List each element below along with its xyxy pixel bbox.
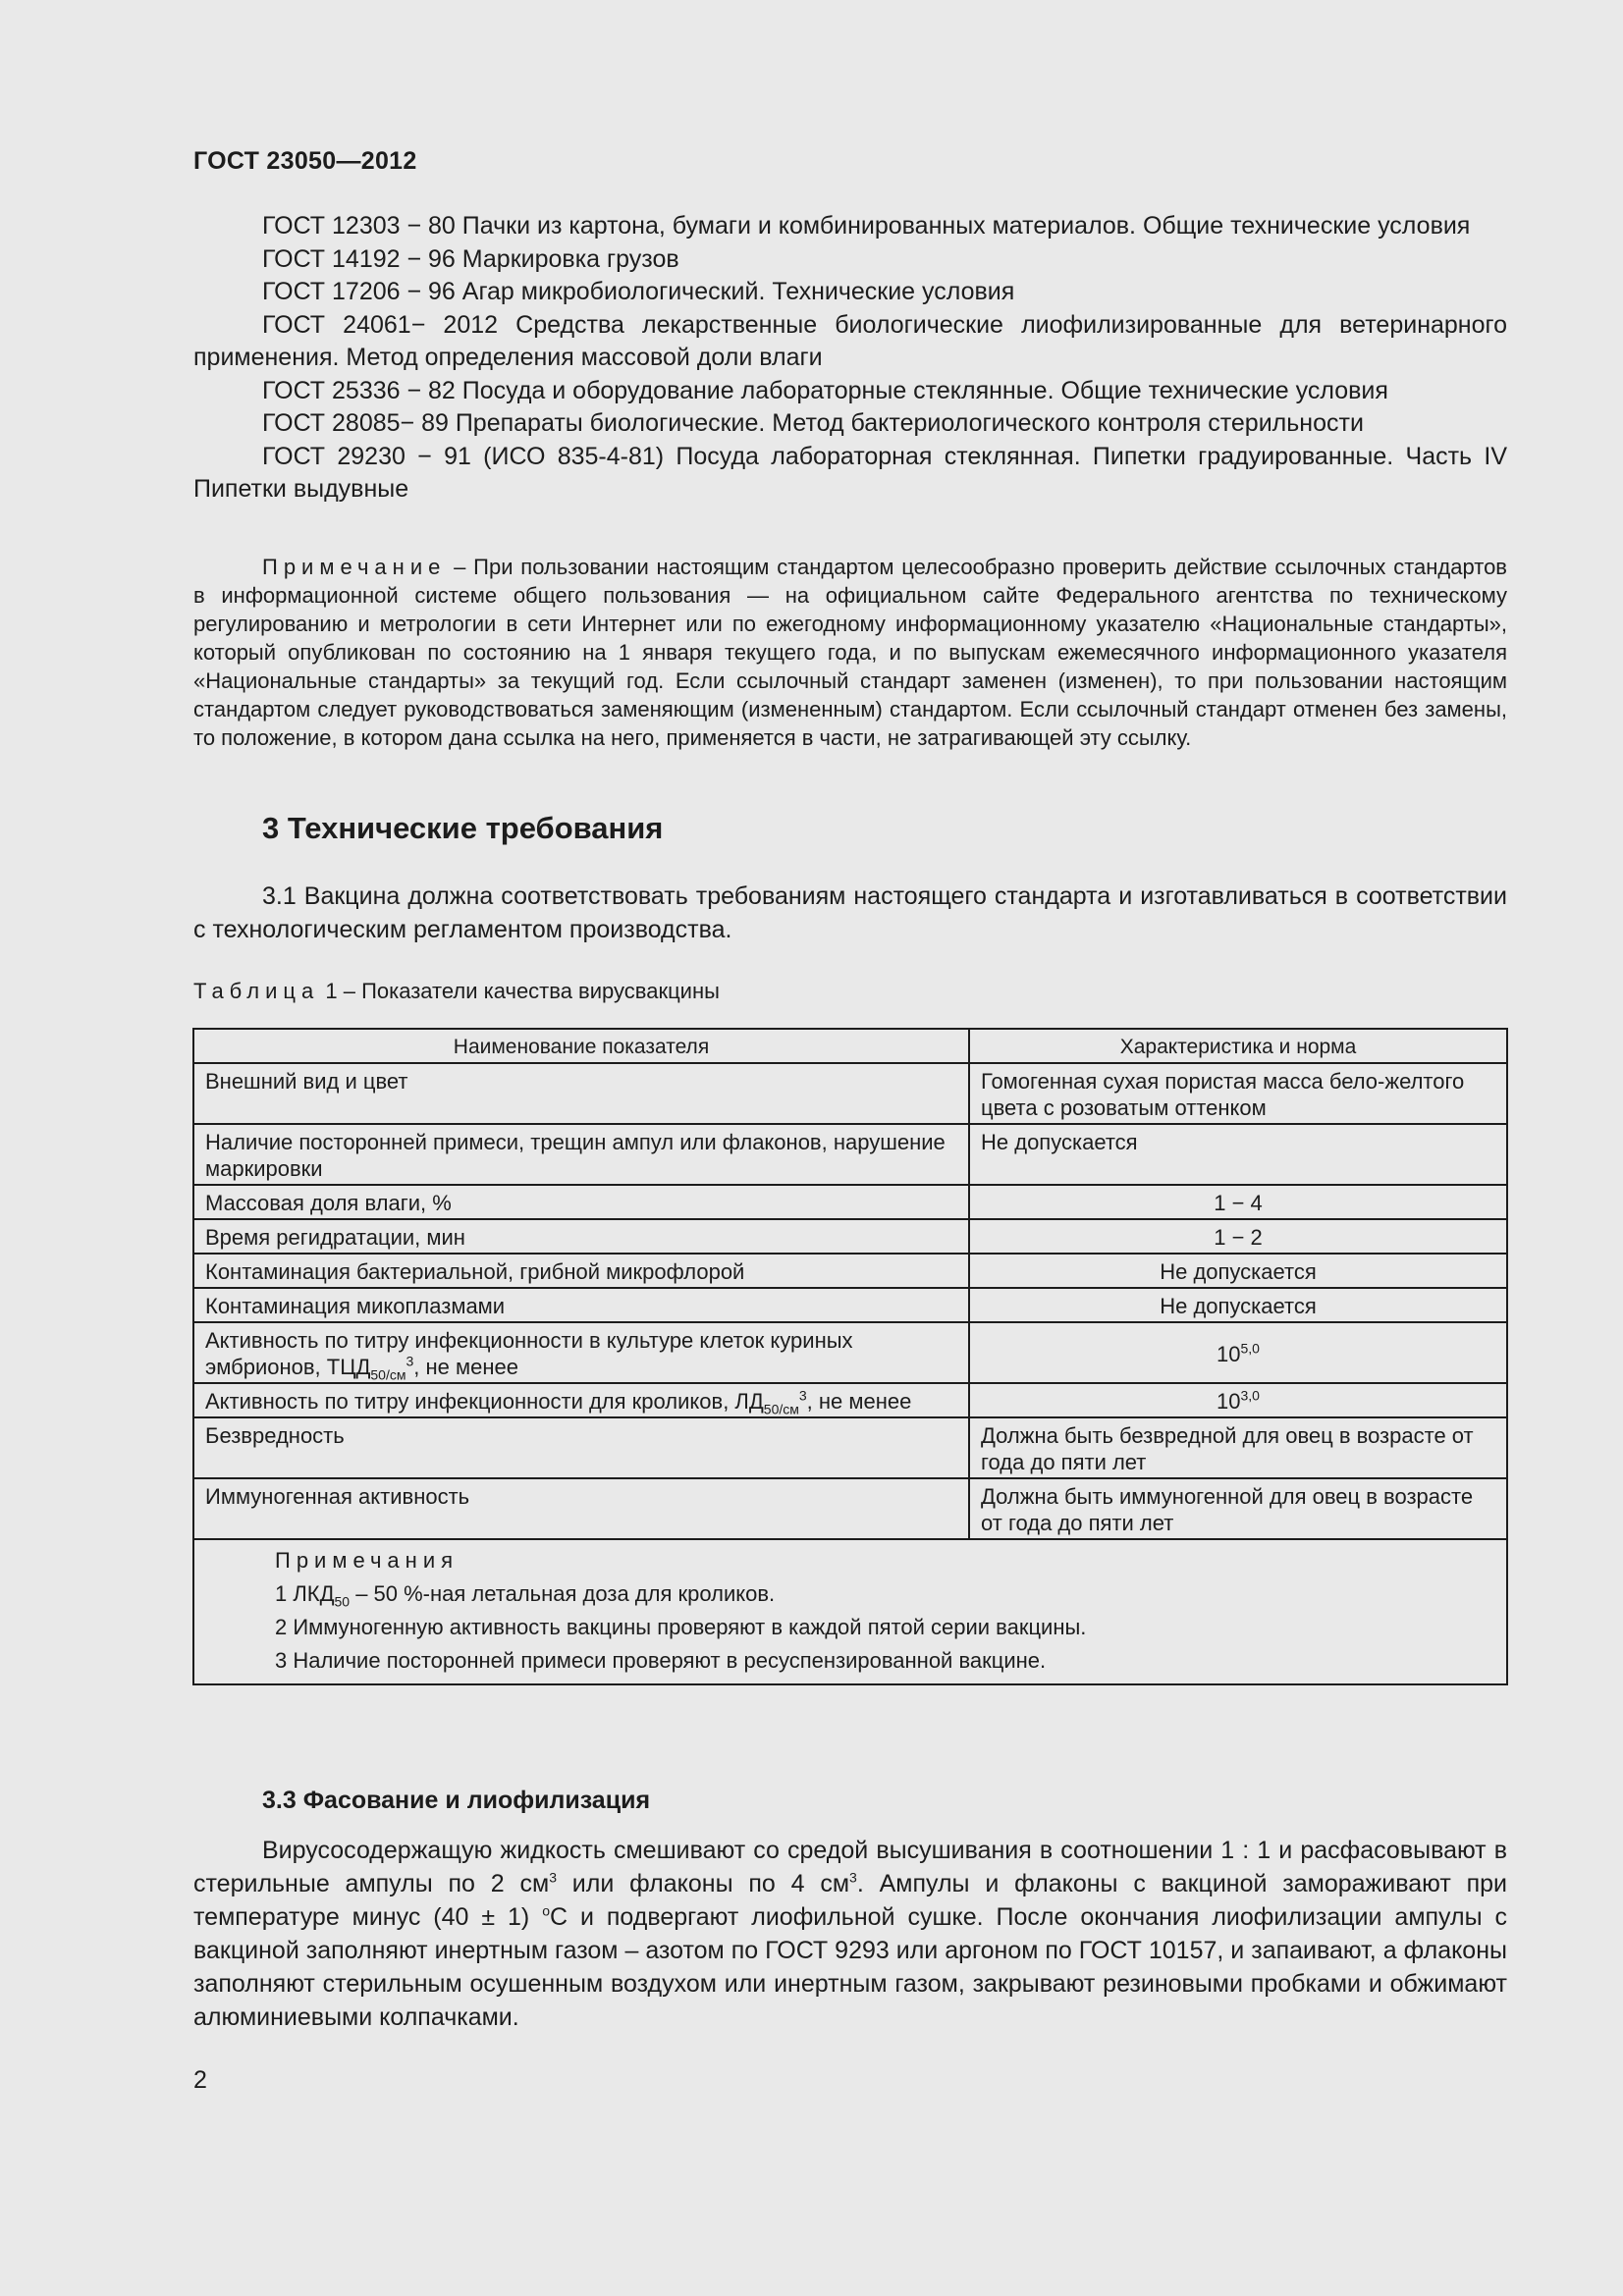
column-header-value: Характеристика и норма xyxy=(969,1029,1507,1063)
row-name xyxy=(193,1322,969,1383)
references-note xyxy=(193,553,1507,752)
row-value: Гомогенная сухая пористая масса бело-желтого цвета с розоватым оттенком xyxy=(969,1063,1507,1124)
table-row xyxy=(193,1478,1507,1539)
reference-item: ГОСТ 28085− 89 Препараты биологические. Метод бактериологического контроля стерильности xyxy=(262,409,1364,437)
row-value: Должна быть иммуногенной для овец в возрасте от года до пяти лет xyxy=(969,1478,1507,1539)
reference-item: ГОСТ 29230 − 91 (ИСО 835-4-81) Посуда лабораторная стеклянная. Пипетки градуированные. Часть IV Пипетки выдувные xyxy=(193,442,1507,503)
row-name: Внешний вид и цвет xyxy=(193,1063,969,1124)
table-row xyxy=(193,1063,1507,1124)
table-row xyxy=(193,1322,1507,1383)
table-notes xyxy=(193,1539,1507,1684)
row-value: 1 − 2 xyxy=(969,1219,1507,1254)
table-row xyxy=(193,1219,1507,1254)
note-tail: – 50 %-ная летальная доза для кроликов. xyxy=(350,1581,776,1606)
value-exponent: 5,0 xyxy=(1240,1340,1260,1357)
row-name-text: Активность по титру инфекционности в культуре клеток куриных эмбрионов, ТЦД xyxy=(205,1328,853,1379)
row-name-sub: 50/см xyxy=(763,1401,799,1417)
page-number: 2 xyxy=(193,2066,207,2094)
note-label: Примечание xyxy=(262,555,447,579)
value-exponent: 3,0 xyxy=(1240,1387,1260,1404)
section-3-3-heading: 3.3 Фасование и лиофилизация xyxy=(262,1787,651,1814)
value-base: 10 xyxy=(1217,1341,1241,1366)
column-header-name: Наименование показателя xyxy=(193,1029,969,1063)
table-row xyxy=(193,1417,1507,1478)
note-text: – При пользовании настоящим стандартом целесообразно проверить действие ссылочных стандартов в информационной системе общего пользования — на официальном сайте Федерального агентства по техническому регулированию и метрологии в сети Интернет или по ежегодному информационному указателю «Национальные стандарты», который опубликован по состоянию на 1 января текущего года, и по выпускам ежемесячного информационного указателя «Национальные стандарты» за текущий год. Если ссылочный стандарт заменен (изменен), то при пользовании настоящим стандартом следует руководствоваться заменяющим (измененным) стандартом. Если ссылочный стандарт отменен без замены, то положение, в котором дана ссылка на него, применяется в части, не затрагивающей эту ссылку. xyxy=(193,555,1507,750)
table-note xyxy=(275,1577,1495,1611)
row-name: Время регидратации, мин xyxy=(193,1219,969,1254)
row-name xyxy=(193,1383,969,1417)
row-name: Безвредность xyxy=(193,1417,969,1478)
reference-item: ГОСТ 25336 − 82 Посуда и оборудование лабораторные стеклянные. Общие технические условия xyxy=(262,376,1388,404)
table-row xyxy=(193,1254,1507,1288)
row-value: Не допускается xyxy=(969,1254,1507,1288)
row-name: Наличие посторонней примеси, трещин ампул или флаконов, нарушение маркировки xyxy=(193,1124,969,1185)
row-name: Иммуногенная активность xyxy=(193,1478,969,1539)
row-value xyxy=(969,1383,1507,1417)
row-value: Не допускается xyxy=(969,1288,1507,1322)
row-value: Не допускается xyxy=(969,1124,1507,1185)
paragraph-3-1: 3.1 Вакцина должна соответствовать требованиям настоящего стандарта и изготавливаться в соответствии с технологическим регламентом производства. xyxy=(193,882,1507,943)
row-name-tail: , не менее xyxy=(806,1389,912,1414)
note-sub: 50 xyxy=(334,1593,351,1610)
row-value: Должна быть безвредной для овец в возрасте от года до пяти лет xyxy=(969,1417,1507,1478)
notes-title: Примечания xyxy=(275,1548,460,1573)
row-name-sup: 3 xyxy=(798,1387,807,1404)
row-value xyxy=(969,1322,1507,1383)
row-name: Контаминация микоплазмами xyxy=(193,1288,969,1322)
table-caption xyxy=(193,979,720,1004)
para-text: или флаконы по 4 см xyxy=(556,1870,850,1897)
table-caption-label: Таблица xyxy=(193,979,320,1003)
note-text: 1 ЛКД xyxy=(275,1581,335,1606)
para-text: С и подвергают лиофильной сушке. После окончания лиофилизации ампулы с вакциной заполняют инертным газом – азотом по ГОСТ 9293 или аргоном по ГОСТ 10157, и запаивают, а флаконы заполняют стерильным осушенным воздухом или инертным газом, закрывают резиновыми пробками и обжимают алюминиевыми колпачками. xyxy=(193,1903,1507,2031)
table-row xyxy=(193,1288,1507,1322)
reference-item: ГОСТ 24061− 2012 Средства лекарственные биологические лиофилизированные для ветеринарного применения. Метод определения массовой доли влаги xyxy=(193,310,1507,371)
normative-references xyxy=(193,210,1507,507)
row-name-tail: , не менее xyxy=(413,1355,518,1379)
reference-item: ГОСТ 17206 − 96 Агар микробиологический. Технические условия xyxy=(262,278,1015,305)
quality-table xyxy=(192,1028,1508,1685)
value-base: 10 xyxy=(1217,1389,1241,1414)
section-3-heading: 3 Технические требования xyxy=(262,811,664,845)
reference-item: ГОСТ 12303 − 80 Пачки из картона, бумаги и комбинированных материалов. Общие технические условия xyxy=(262,212,1471,240)
table-note: 3 Наличие посторонней примеси проверяют в ресуспензированной вакцине. xyxy=(275,1648,1047,1673)
table-notes-row xyxy=(193,1539,1507,1684)
row-value: 1 − 4 xyxy=(969,1185,1507,1219)
table-note: 2 Иммуногенную активность вакцины проверяют в каждой пятой серии вакцины. xyxy=(275,1615,1087,1639)
row-name-text: Активность по титру инфекционности для кроликов, ЛД xyxy=(205,1389,764,1414)
paragraph-3-3 xyxy=(193,1834,1507,2034)
row-name: Массовая доля влаги, % xyxy=(193,1185,969,1219)
table-header-row xyxy=(193,1029,1507,1063)
table-row xyxy=(193,1124,1507,1185)
para-text: Вирусосодержащую жидкость смешивают со средой высушивания в соотношении 1 : 1 и расфасовывают в стерильные ампулы по 2 см xyxy=(193,1837,1507,1897)
row-name-sup: 3 xyxy=(406,1353,414,1369)
para-sup: 3 xyxy=(849,1869,857,1886)
document-header: ГОСТ 23050—2012 xyxy=(193,147,417,175)
table-row xyxy=(193,1185,1507,1219)
table-caption-text: 1 – Показатели качества вирусвакцины xyxy=(319,979,720,1003)
row-name: Контаминация бактериальной, грибной микрофлорой xyxy=(193,1254,969,1288)
degree-sup: о xyxy=(542,1902,550,1919)
reference-item: ГОСТ 14192 − 96 Маркировка грузов xyxy=(262,244,679,273)
para-sup: 3 xyxy=(549,1869,557,1886)
para-text: . Ампулы и флаконы с вакциной замораживают при температуре минус (40 ± 1) xyxy=(193,1870,1508,1931)
row-name-sub: 50/см xyxy=(370,1366,406,1383)
table-row xyxy=(193,1383,1507,1417)
